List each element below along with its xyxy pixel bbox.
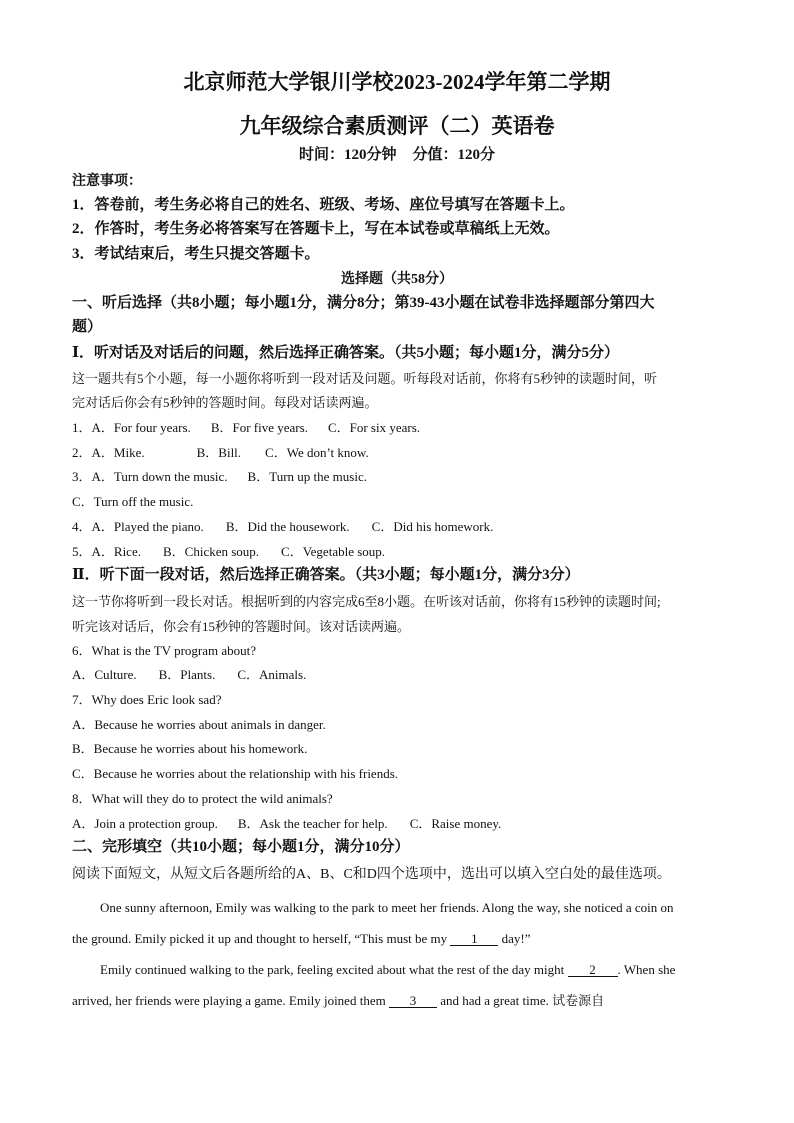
question-3 [72, 470, 367, 483]
q2-option-c: C．We don’t know. [265, 445, 369, 460]
passage-line-2-text: the ground. Emily picked it up and thought to herself, “This must be my [72, 931, 448, 946]
q6-stem: 6．What is the TV program about? [72, 643, 257, 658]
q6-option-c: C．Animals. [237, 667, 307, 682]
question-2 [72, 446, 369, 459]
q7-option-c: C．Because he worries about the relationship with his friends. [72, 766, 399, 781]
q8-stem: 8．What will they do to protect the wild animals? [72, 791, 333, 806]
q7-option-b: B．Because he worries about his homework. [72, 741, 308, 756]
part2-heading: 二、完形填空（共10小题；每小题1分，满分10分） [72, 839, 410, 855]
q3-option-a: A．Turn down the music. [91, 469, 228, 484]
notice-item-2: 2．作答时，考生务必将答案写在答题卡上，写在本试卷或草稿纸上无效。 [72, 221, 560, 237]
notice-heading: 注意事项： [72, 174, 142, 189]
section-choice-title: 选择题（共58分） [341, 272, 453, 287]
q6-option-a: A．Culture. [72, 667, 137, 682]
passage-line-2 [72, 932, 531, 946]
q1-option-a: A．For four years. [91, 420, 191, 435]
passage-line-3-text: Emily continued walking to the park, feeling excited about what the rest of the day might [100, 962, 565, 977]
passage-line-1: One sunny afternoon, Emily was walking to the park to meet her friends. Along the way, she noticed a coin on [100, 900, 674, 915]
q5-option-b: B．Chicken soup. [162, 544, 260, 559]
blank-3: 3 [389, 994, 437, 1008]
q3-option-b: B．Turn up the music. [247, 469, 367, 484]
q4-option-b: B．Did the housework. [225, 519, 350, 534]
question-5 [72, 545, 385, 558]
passage-line-4-end: and had a great time. 试卷源自 [440, 993, 605, 1008]
sub2-intro-line2: 听完该对话后，你会有15秒钟的答题时间。该对话读两遍。 [72, 619, 411, 634]
passage-line-2-end: day!” [501, 931, 531, 946]
question-4 [72, 520, 493, 533]
sub2-heading: Ⅱ．听下面一段对话，然后选择正确答案。（共3小题；每小题1分，满分3分） [72, 567, 580, 583]
sub1-heading: Ⅰ．听对话及对话后的问题，然后选择正确答案。（共5小题；每小题1分，满分5分） [72, 345, 620, 361]
q5-number: 5． [72, 544, 92, 559]
notice-item-3: 3．考试结束后，考生只提交答题卡。 [72, 246, 320, 262]
q4-option-a: A．Played the piano. [91, 519, 204, 534]
q7-stem: 7．Why does Eric look sad? [72, 692, 222, 707]
q8-option-a: A．Join a protection group. [72, 816, 218, 831]
exam-meta [0, 148, 794, 163]
q7-option-a: A．Because he worries about animals in danger. [72, 717, 326, 732]
q1-number: 1． [72, 420, 92, 435]
q2-option-b: B．Bill. [196, 445, 242, 460]
sub1-intro-line1: 这一题共有5个小题，每一小题你将听到一段对话及问题。听每段对话前，你将有5秒钟的读题时间，听 [72, 371, 658, 386]
q1-option-c: C．For six years. [327, 420, 421, 435]
exam-subtitle: 九年级综合素质测评（二）英语卷 [239, 114, 555, 138]
blank-2: 2 [568, 963, 618, 977]
exam-title: 北京师范大学银川学校2023-2024学年第二学期 [183, 70, 611, 94]
q4-number: 4． [72, 519, 92, 534]
exam-time: 时间：120分钟 [298, 147, 397, 163]
passage-line-3-end: . When she [617, 962, 676, 977]
question-6-options [72, 668, 306, 681]
passage-line-4-text: arrived, her friends were playing a game. Emily joined them [72, 993, 386, 1008]
part1-heading: 一、听后选择（共8小题；每小题1分，满分8分；第39-43小题在试卷非选择题部分第四大 [72, 295, 655, 311]
q4-option-c: C．Did his homework. [371, 519, 494, 534]
part2-intro: 阅读下面短文，从短文后各题所给的A、B、C和D四个选项中，选出可以填入空白处的最佳选项。 [72, 867, 671, 882]
q2-option-a: A．Mike. [91, 445, 145, 460]
sub2-intro-line1: 这一节你将听到一段长对话。根据听到的内容完成6至8小题。在听该对话前，你将有15秒钟的读题时间; [72, 594, 661, 609]
q2-number: 2． [72, 445, 92, 460]
q3-number: 3． [72, 469, 92, 484]
notice-item-1: 1．答卷前，考生务必将自己的姓名、班级、考场、座位号填写在答题卡上。 [72, 197, 575, 213]
q5-option-c: C．Vegetable soup. [281, 544, 386, 559]
q3-option-c: C．Turn off the music. [72, 494, 194, 509]
question-1 [72, 421, 420, 434]
part1-heading-cont: 题） [72, 319, 103, 335]
q8-option-b: B．Ask the teacher for help. [237, 816, 388, 831]
passage-line-3 [100, 963, 675, 977]
q8-option-c: C．Raise money. [409, 816, 502, 831]
q6-option-b: B．Plants. [158, 667, 216, 682]
sub1-intro-line2: 完对话后你会有5秒钟的答题时间。每段对话读两遍。 [72, 395, 378, 410]
passage-line-4 [72, 994, 604, 1008]
blank-1: 1 [450, 932, 498, 946]
exam-score: 分值：120分 [412, 147, 496, 163]
q5-option-a: A．Rice. [91, 544, 141, 559]
question-8-options [72, 817, 501, 830]
q1-option-b: B．For five years. [210, 420, 308, 435]
